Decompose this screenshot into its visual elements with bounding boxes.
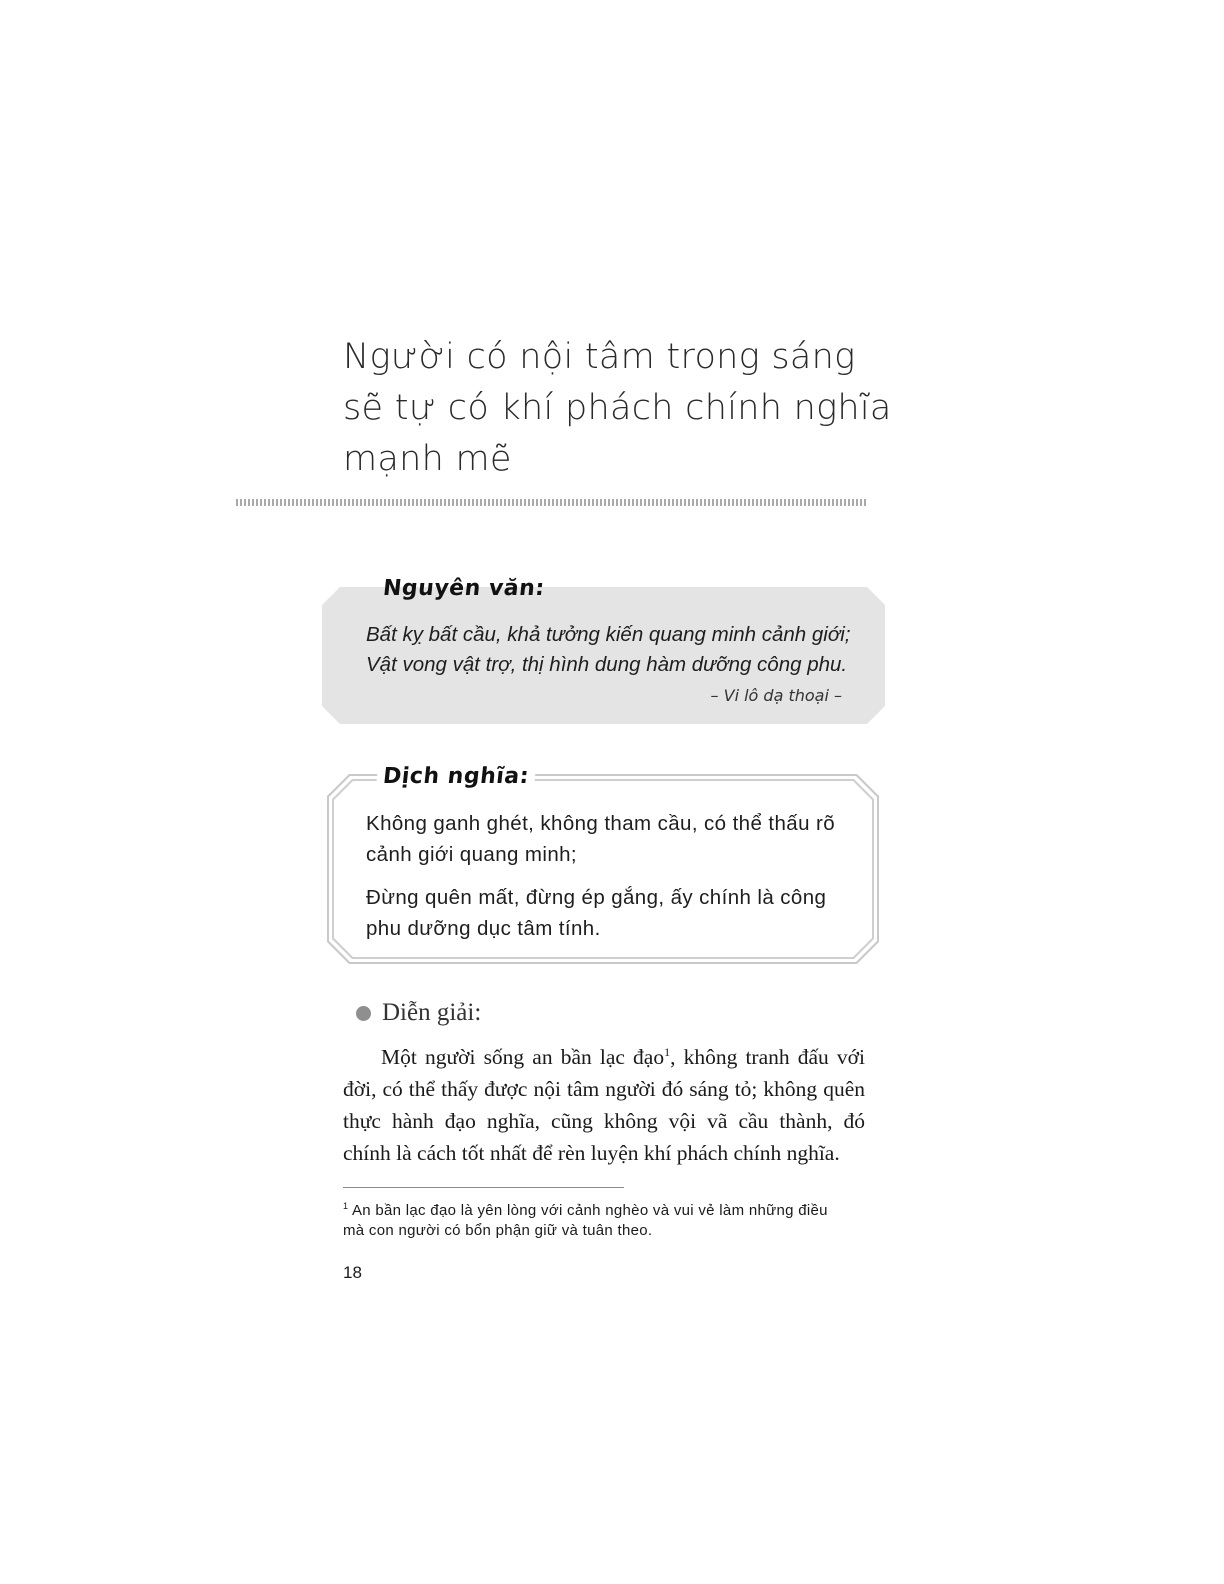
explanation-line: chính là cách tốt nhất để rèn luyện khí phách chính nghĩa.	[343, 1141, 840, 1165]
explanation-text: Một người sống an bần lạc đạo	[381, 1045, 665, 1069]
footnote-marker: 1	[343, 1201, 349, 1211]
explanation-heading: Diễn giải:	[382, 999, 482, 1026]
footnote-line: mà con người có bổn phận giữ và tuân theo.	[343, 1222, 653, 1239]
translation-label: Dịch nghĩa:	[376, 764, 537, 790]
translation-paragraph: Không ganh ghét, không tham cầu, có thể thấu rõ cảnh giới quang minh;	[366, 812, 835, 866]
original-source: – Vi lô dạ thoại –	[710, 686, 842, 705]
explanation-line	[343, 1041, 865, 1073]
title-line: mạnh mẽ	[343, 439, 512, 479]
page-number: 18	[343, 1263, 362, 1282]
bullet-dot-icon	[356, 1006, 371, 1021]
footnote-line	[343, 1196, 865, 1221]
translation-paragraph: Đừng quên mất, đừng ép gắng, ấy chính là công phu dưỡng dục tâm tính.	[366, 886, 827, 940]
original-line: Bất kỵ bất cầu, khả tưởng kiến quang minh cảnh giới;	[366, 623, 851, 646]
translation-text	[366, 808, 856, 956]
title-line: Người có nội tâm trong sáng	[343, 337, 856, 377]
title-line: sẽ tự có khí phách chính nghĩa	[343, 388, 892, 428]
explanation-line: đời, có thể thấy được nội tâm người đó sáng tỏ; không quên	[343, 1077, 865, 1101]
dotted-divider	[236, 499, 866, 506]
footnote-reference: 1	[664, 1044, 671, 1059]
explanation-text: , không tranh đấu với	[670, 1045, 865, 1069]
page-title	[343, 332, 903, 485]
footnote-divider	[343, 1187, 624, 1188]
original-text-label: Nguyên văn:	[381, 576, 546, 601]
explanation-line: thực hành đạo nghĩa, cũng không vội vã cầu thành, đó	[343, 1109, 865, 1133]
footnote-text: An bần lạc đạo là yên lòng với cảnh nghèo và vui vẻ làm những điều	[351, 1202, 828, 1219]
explanation-body	[343, 1041, 865, 1169]
original-text-lines	[366, 620, 866, 680]
original-line: Vật vong vật trợ, thị hình dung hàm dưỡng công phu.	[366, 653, 848, 676]
footnote	[343, 1196, 865, 1241]
